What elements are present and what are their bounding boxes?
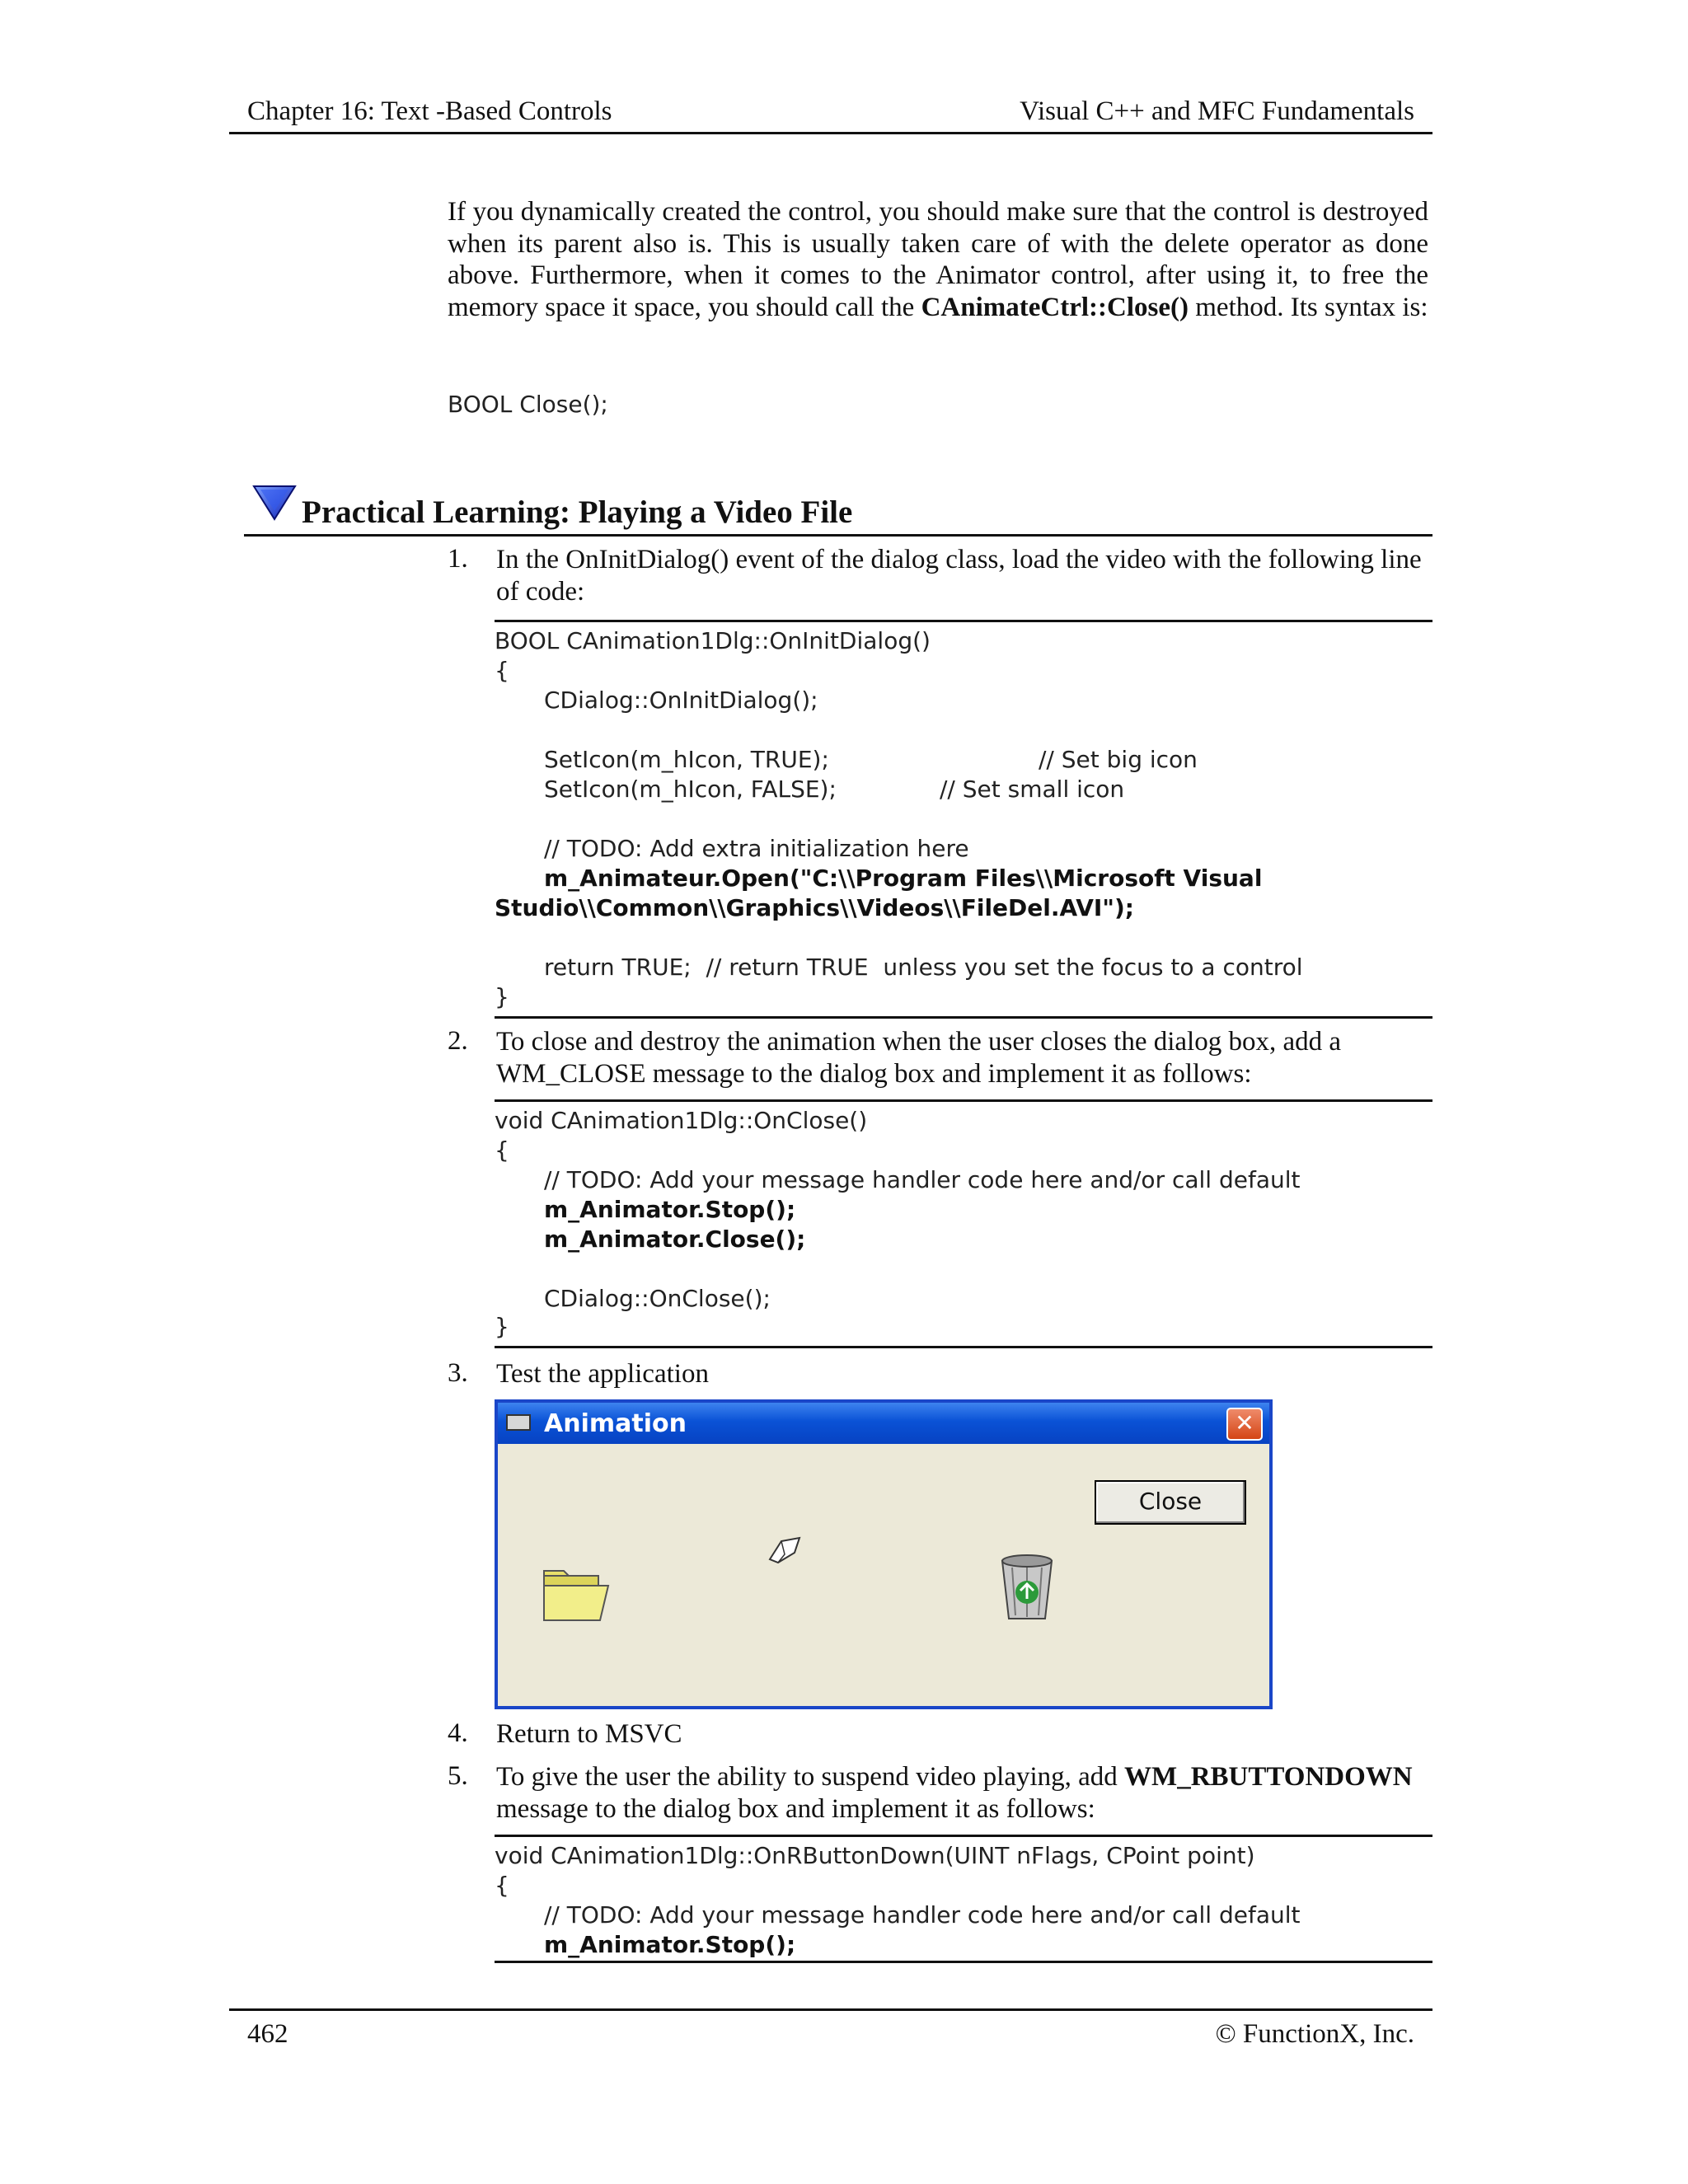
step-text: Test the application <box>496 1359 709 1389</box>
code-line: CDialog::OnClose(); <box>544 1285 771 1312</box>
code-comment: // Set big icon <box>1039 746 1198 773</box>
code-line-bold: m_Animator.Close(); <box>544 1226 806 1253</box>
code-line: { <box>495 1872 509 1899</box>
step-text: Return to MSVC <box>496 1719 682 1749</box>
folder-icon <box>541 1564 612 1624</box>
intro-text: If you dynamically created the control, you should make sure that the control is destroyed when its parent also is. This is usually taken care of with the delete operator as done above. Furthermore, when it comes to the Animator control, after using it, to free the memory space it space, you should call the <box>448 197 1428 322</box>
flying-paper-icon <box>767 1535 804 1568</box>
code-line: return TRUE; // return TRUE unless you set the focus to a control <box>544 954 1303 981</box>
section-title: Practical Learning: Playing a Video File <box>302 494 853 530</box>
code-line: BOOL CAnimation1Dlg::OnInitDialog() <box>495 627 931 654</box>
system-menu-icon[interactable] <box>506 1414 531 1431</box>
code-line: SetIcon(m_hIcon, FALSE); <box>544 776 837 803</box>
intro-text-end: method. Its syntax is: <box>1189 292 1428 322</box>
step-number: 4. <box>448 1718 468 1748</box>
dialog-titlebar[interactable] <box>498 1403 1269 1444</box>
header-book-title: Visual C++ and MFC Fundamentals <box>1020 96 1414 126</box>
close-icon: ✕ <box>1235 1409 1254 1436</box>
step-number: 3. <box>448 1358 468 1388</box>
message-name: WM_RBUTTONDOWN <box>1124 1762 1413 1792</box>
code-line: // TODO: Add your message handler code here and/or call default <box>544 1901 1301 1929</box>
step-text: In the OnInitDialog() event of the dialog class, load the video with the following line of code: <box>496 545 1422 607</box>
step-number: 1. <box>448 544 468 574</box>
triangle-bullet-icon <box>252 483 297 521</box>
copyright: © FunctionX, Inc. <box>1215 2019 1414 2049</box>
page-footer <box>229 2008 1432 2052</box>
code-comment: // Set small icon <box>940 776 1125 803</box>
code-line: void CAnimation1Dlg::OnClose() <box>495 1107 868 1134</box>
page-number: 462 <box>247 2019 288 2049</box>
dialog-title: Animation <box>544 1409 687 1438</box>
intro-paragraph <box>448 196 1428 323</box>
page-header <box>229 89 1432 134</box>
code-line-bold: m_Animator.Stop(); <box>544 1196 796 1223</box>
code-line: { <box>495 657 509 684</box>
recycle-bin-icon <box>996 1553 1058 1622</box>
section-heading <box>244 483 1432 537</box>
step-text <box>496 1761 1432 1825</box>
step-text: To close and destroy the animation when the user closes the dialog box, add a WM_CLOSE message to the dialog box and implement it as follows: <box>496 1027 1341 1089</box>
animation-dialog-window <box>495 1399 1273 1709</box>
close-syntax: BOOL Close(); <box>448 391 608 418</box>
code-block-onclose <box>495 1099 1432 1348</box>
step-number: 2. <box>448 1026 468 1056</box>
close-button[interactable]: Close <box>1095 1480 1246 1525</box>
code-line-bold: m_Animateur.Open("C:\\Program Files\\Microsoft Visual <box>544 865 1263 892</box>
code-line-bold: m_Animator.Stop(); <box>544 1931 796 1958</box>
code-block-onrbuttondown <box>495 1835 1432 1963</box>
header-chapter: Chapter 16: Text -Based Controls <box>247 96 612 126</box>
step-number: 5. <box>448 1761 468 1791</box>
code-line: void CAnimation1Dlg::OnRButtonDown(UINT nFlags, CPoint point) <box>495 1842 1255 1869</box>
step-text-part: message to the dialog box and implement it as follows: <box>496 1793 1095 1824</box>
close-x-button[interactable] <box>1226 1408 1263 1441</box>
code-line-bold: Studio\\Common\\Graphics\\Videos\\FileDel.AVI"); <box>495 894 1134 921</box>
code-line: } <box>495 1313 509 1340</box>
code-line: { <box>495 1137 509 1164</box>
code-line: } <box>495 983 509 1010</box>
code-block-oninitdialog <box>495 620 1432 1019</box>
code-line: // TODO: Add your message handler code here and/or call default <box>544 1166 1301 1193</box>
code-line: CDialog::OnInitDialog(); <box>544 687 818 714</box>
intro-method: CAnimateCtrl::Close() <box>921 292 1189 322</box>
code-line: SetIcon(m_hIcon, TRUE); <box>544 746 829 773</box>
code-line: // TODO: Add extra initialization here <box>544 835 969 862</box>
step-text-part: To give the user the ability to suspend video playing, add <box>496 1762 1125 1792</box>
